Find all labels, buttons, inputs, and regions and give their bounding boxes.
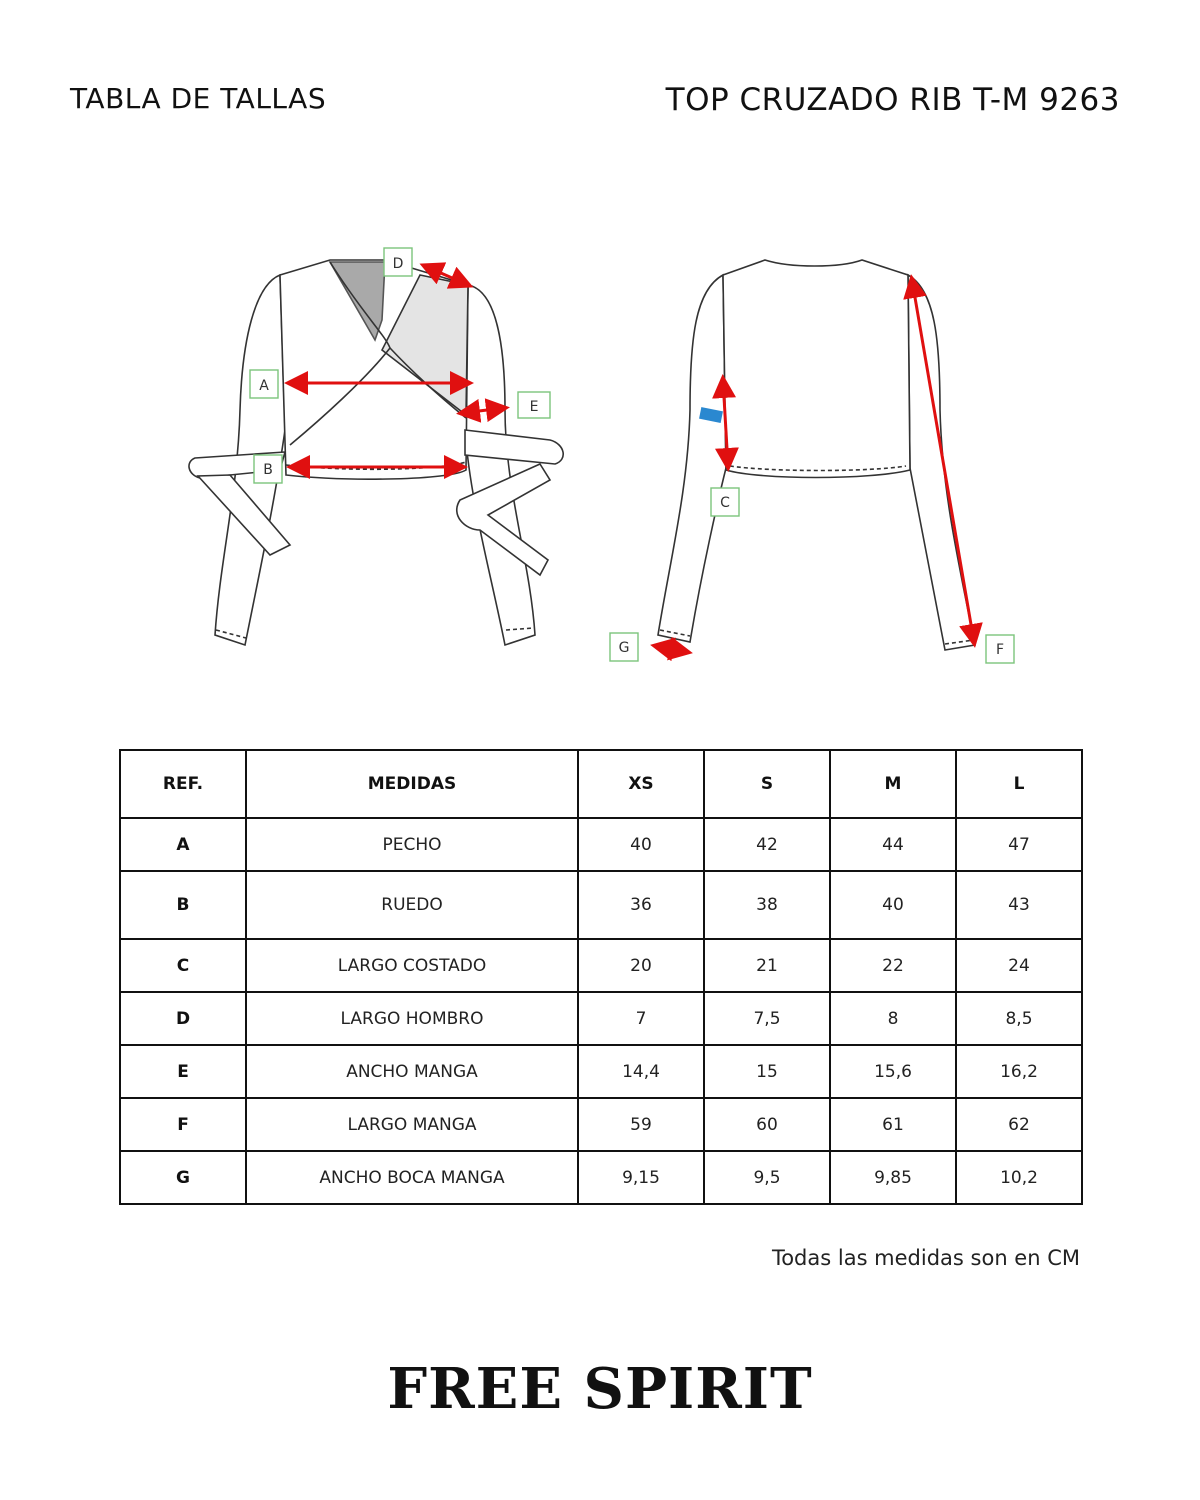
label-box-d — [384, 248, 412, 276]
label-box-g — [610, 633, 638, 661]
front-view — [189, 260, 563, 645]
brand-logo: FREE SPIRIT — [387, 1356, 813, 1422]
cell-xs: 40 — [578, 818, 704, 871]
cell-l: 62 — [956, 1098, 1082, 1151]
cell-ref: D — [120, 992, 246, 1045]
cell-ref: E — [120, 1045, 246, 1098]
garment-diagram — [150, 230, 1050, 680]
cell-medida: ANCHO BOCA MANGA — [246, 1151, 578, 1204]
cell-l: 47 — [956, 818, 1082, 871]
cell-l: 10,2 — [956, 1151, 1082, 1204]
table-row — [120, 1151, 1082, 1204]
cell-s: 21 — [704, 939, 830, 992]
cell-s: 15 — [704, 1045, 830, 1098]
cell-xs: 7 — [578, 992, 704, 1045]
table-row — [120, 939, 1082, 992]
cell-ref: G — [120, 1151, 246, 1204]
cell-medida: LARGO MANGA — [246, 1098, 578, 1151]
label-g: G — [618, 640, 630, 656]
units-note: Todas las medidas son en CM — [771, 1246, 1080, 1270]
cell-l: 24 — [956, 939, 1082, 992]
label-a: A — [259, 378, 269, 394]
label-f: F — [995, 642, 1005, 658]
cell-s: 60 — [704, 1098, 830, 1151]
table-row — [120, 1098, 1082, 1151]
label-d: D — [392, 256, 404, 272]
back-view — [658, 260, 975, 650]
cell-xs: 9,15 — [578, 1151, 704, 1204]
cell-m: 15,6 — [830, 1045, 956, 1098]
product-title: TOP CRUZADO RIB T-M 9263 — [665, 82, 1120, 118]
header-ref: REF. — [120, 750, 246, 818]
cell-xs: 20 — [578, 939, 704, 992]
cell-m: 9,85 — [830, 1151, 956, 1204]
label-c: C — [720, 495, 730, 511]
cell-m: 40 — [830, 871, 956, 939]
label-box-e — [518, 392, 550, 418]
table-row — [120, 871, 1082, 939]
cell-xs: 59 — [578, 1098, 704, 1151]
page-title: TABLA DE TALLAS — [70, 82, 327, 115]
cell-xs: 36 — [578, 871, 704, 939]
label-box-f — [986, 635, 1014, 663]
header-m: M — [830, 750, 956, 818]
cell-l: 8,5 — [956, 992, 1082, 1045]
cell-s: 38 — [704, 871, 830, 939]
cell-medida: LARGO HOMBRO — [246, 992, 578, 1045]
cell-m: 22 — [830, 939, 956, 992]
header-xs: XS — [578, 750, 704, 818]
label-box-a — [250, 370, 278, 398]
label-box-c — [711, 488, 739, 516]
table-row — [120, 1045, 1082, 1098]
cell-s: 42 — [704, 818, 830, 871]
cell-s: 9,5 — [704, 1151, 830, 1204]
cell-ref: A — [120, 818, 246, 871]
cell-ref: B — [120, 871, 246, 939]
cell-medida: PECHO — [246, 818, 578, 871]
cell-medida: LARGO COSTADO — [246, 939, 578, 992]
table-row — [120, 818, 1082, 871]
cell-m: 8 — [830, 992, 956, 1045]
cell-xs: 14,4 — [578, 1045, 704, 1098]
header-medidas: MEDIDAS — [246, 750, 578, 818]
size-table — [119, 749, 1083, 1205]
cell-medida: RUEDO — [246, 871, 578, 939]
label-e: E — [529, 399, 539, 415]
cell-medida: ANCHO MANGA — [246, 1045, 578, 1098]
cell-s: 7,5 — [704, 992, 830, 1045]
cell-ref: C — [120, 939, 246, 992]
header-s: S — [704, 750, 830, 818]
cell-l: 16,2 — [956, 1045, 1082, 1098]
cell-l: 43 — [956, 871, 1082, 939]
header-l: L — [956, 750, 1082, 818]
label-b: B — [263, 462, 273, 478]
table-row — [120, 992, 1082, 1045]
table-header-row — [120, 750, 1082, 818]
label-box-b — [254, 455, 282, 483]
cell-m: 61 — [830, 1098, 956, 1151]
cell-ref: F — [120, 1098, 246, 1151]
cell-m: 44 — [830, 818, 956, 871]
